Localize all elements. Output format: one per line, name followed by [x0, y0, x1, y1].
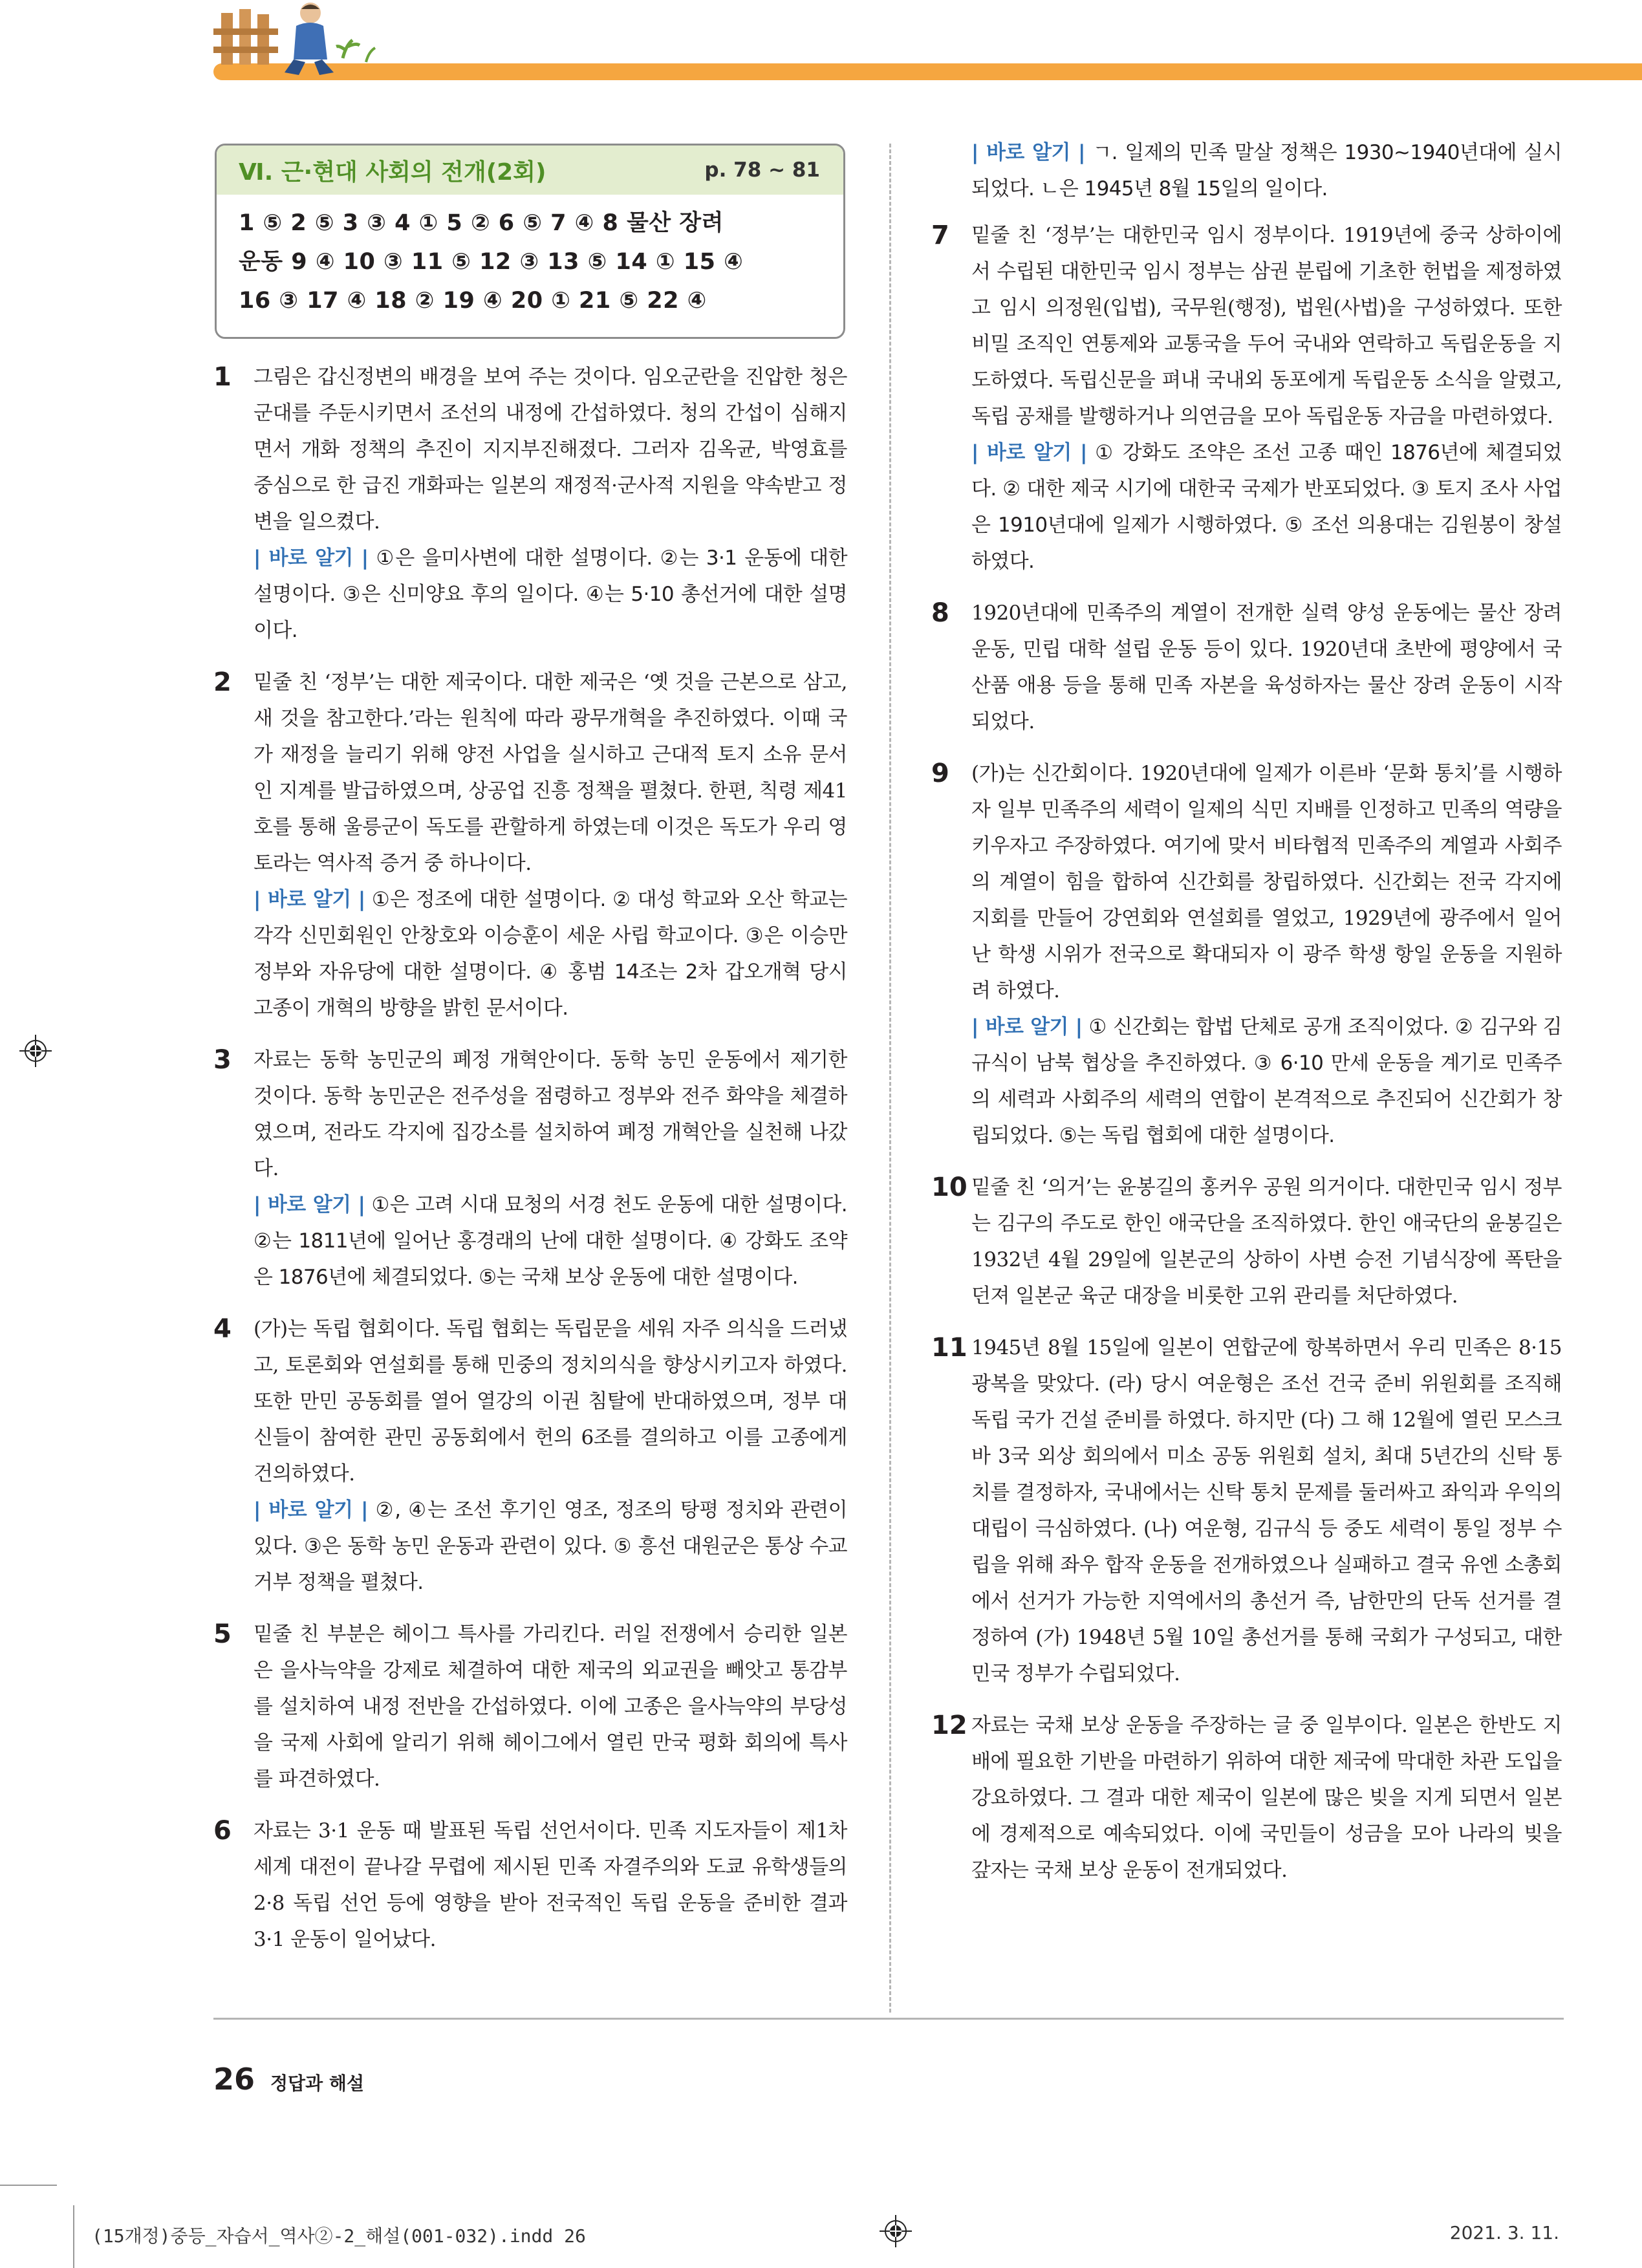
answer-list: [217, 195, 843, 320]
explanation-item: [931, 755, 1562, 1154]
correction-note: [971, 135, 1562, 207]
tip-text: ① 신간회는 합법 단체로 공개 조직이었다. ② 김구와 김규식이 남북 협상을 추진하였다. ③ 6·10 만세 운동을 계기로 민족주의 세력과 사회주의 세력의 연합이 본격적으로 추진되어 신간회가 창립되었다. ⑤는 독립 협회에 대한 설명이다.: [971, 1015, 1562, 1147]
item-number: 10: [931, 1172, 967, 1202]
explanation-item: [931, 1330, 1562, 1692]
item-number: 4: [213, 1314, 232, 1344]
tip-label: | 바로 알기 |: [254, 1193, 365, 1216]
answer-summary-box: [215, 144, 845, 339]
item-number: 1: [213, 362, 232, 392]
explanation-item: [213, 359, 847, 649]
item-body: 밑줄 친 ‘정부’는 대한 제국이다. 대한 제국은 ‘옛 것을 근본으로 삼고, 새 것을 참고한다.’라는 원칙에 따라 광무개혁을 추진하였다. 이때 국가 재정을 늘리기 위해 양전 사업을 실시하고 근대적 토지 소유 문서인 지계를 발급하였으며, 상공업 진흥 정책을 펼쳤다. 한편, 칙령 제41호를 통해 울릉군이 독도를 관할하게 하였는데 이것은 독도가 우리 영토라는 역사적 증거 중 하나이다.: [254, 671, 847, 875]
tip-text: ①은 을미사변에 대한 설명이다. ②는 3·1 운동에 대한 설명이다. ③은 신미양요 후의 일이다. ④는 5·10 총선거에 대한 설명이다.: [254, 546, 847, 642]
item-body: 자료는 국채 보상 운동을 주장하는 글 중 일부이다. 일본은 한반도 지배에 필요한 기반을 마련하기 위하여 대한 제국에 막대한 차관 도입을 강요하였다. 그 결과 대한 제국이 일본에 많은 빚을 지게 되면서 일본에 경제적으로 예속되었다. 이에 국민들이 성금을 모아 나라의 빚을 갚자는 국채 보상 운동이 전개되었다.: [971, 1714, 1562, 1882]
item-number: 5: [213, 1619, 232, 1649]
tip-text: ②, ④는 조선 후기인 영조, 정조의 탕평 정치와 관련이 있다. ③은 동학 농민 운동과 관련이 있다. ⑤ 흥선 대원군은 통상 수교 거부 정책을 펼쳤다.: [254, 1498, 847, 1594]
item-body: 밑줄 친 부분은 헤이그 특사를 가리킨다. 러일 전쟁에서 승리한 일본은 을사늑약을 강제로 체결하여 대한 제국의 외교권을 빼앗고 통감부를 설치하여 내정 전반을 간섭하였다. 이에 고종은 을사늑약의 부당성을 국제 사회에 알리기 위해 헤이그에서 열린 만국 평화 회의에 특사를 파견하였다.: [254, 1623, 847, 1791]
item-number: 8: [931, 598, 949, 628]
continued-correction-note: [931, 135, 1562, 207]
tip-text: ① 강화도 조약은 조선 고종 때인 1876년에 체결되었다. ② 대한 제국 시기에 대한국 국제가 반포되었다. ③ 토지 조사 사업은 1910년대에 일제가 시행하였다. ⑤ 조선 의용대는 김원봉이 창설하였다.: [971, 441, 1562, 573]
explanation-item: [213, 1813, 847, 1958]
tip-label: | 바로 알기 |: [254, 1498, 368, 1522]
item-number: 3: [213, 1045, 232, 1075]
page-number: 26: [213, 2062, 255, 2097]
item-number: 2: [213, 667, 232, 697]
right-column: [931, 135, 1562, 1904]
tip-label: | 바로 알기 |: [254, 888, 365, 911]
item-body: 그림은 갑신정변의 배경을 보여 주는 것이다. 임오군란을 진압한 청은 군대를 주둔시키면서 조선의 내정에 간섭하였다. 청의 간섭이 심해지면서 개화 정책의 추진이 지지부진해졌다. 그러자 김옥균, 박영효를 중심으로 한 급진 개화파는 일본의 재정적·군사적 지원을 약속받고 정변을 일으켰다.: [254, 365, 847, 534]
item-body: 밑줄 친 ‘의거’는 윤봉길의 홍커우 공원 의거이다. 대한민국 임시 정부는 김구의 주도로 한인 애국단을 조직하였다. 한인 애국단의 윤봉길은 1932년 4월 29일에 일본군의 상하이 사변 승전 기념식장에 폭탄을 던져 일본군 육군 대장을 비롯한 고위 관리를 처단하였다.: [971, 1176, 1562, 1308]
explanation-item: [931, 1169, 1562, 1314]
summary-title: Ⅵ. 근·현대 사회의 전개(2회): [239, 158, 546, 186]
tip-text: ①은 정조에 대한 설명이다. ② 대성 학교와 오산 학교는 각각 신민회원인 안창호와 이승훈이 세운 사립 학교이다. ③은 이승만 정부와 자유당에 대한 설명이다. ④ 홍범 14조는 2차 갑오개혁 당시 고종이 개혁의 방향을 밝힌 문서이다.: [254, 888, 848, 1020]
correction-note: [254, 881, 847, 1026]
explanation-item: [931, 217, 1562, 579]
item-body: 밑줄 친 ‘정부’는 대한민국 임시 정부이다. 1919년에 중국 상하이에서 수립된 대한민국 임시 정부는 삼권 분립에 기초한 헌법을 제정하였고 임시 의정원(입법), 국무원(행정), 법원(사법)을 구성하였다. 또한 비밀 조직인 연통제와 교통국을 두어 국내와 연락하고 독립운동을 지도하였다. 독립신문을 펴내 국내외 동포에게 독립운동 소식을 알렸고, 독립 공채를 발행하거나 의연금을 모아 독립운동 자금을 마련하였다.: [971, 224, 1562, 428]
crosshair-registration-icon: [880, 2215, 912, 2247]
item-body: 1945년 8월 15일에 일본이 연합군에 항복하면서 우리 민족은 8·15 광복을 맞았다. (라) 당시 여운형은 조선 건국 준비 위원회를 조직해 독립 국가 건설 준비를 하였다. 하지만 (다) 그 해 12월에 열린 모스크바 3국 외상 회의에서 미소 공동 위원회 설치, 최대 5년간의 신탁 통치를 결정하자, 국내에서는 신탁 통치 문제를 둘러싸고 좌익과 우익의 대립이 극심하였다. (나) 여운형, 김규식 등 중도 세력이 통일 정부 수립을 위해 좌우 합작 운동을 전개하였으나 실패하고 결국 유엔 소총회에서 선거가 가능한 지역에서의 총선거 즉, 남한만의 단독 선거를 결정하여 (가) 1948년 5월 10일 총선거를 통해 국회가 구성되고, 대한민국 정부가 수립되었다.: [971, 1336, 1562, 1685]
tip-text: ㄱ. 일제의 민족 말살 정책은 1930~1940년대에 실시되었다. ㄴ은 1945년 8월 15일의 일이다.: [971, 141, 1562, 200]
footer-rule: [213, 2018, 1564, 2020]
column-divider: [889, 144, 891, 2013]
header-accent-bar: [213, 63, 1642, 80]
explanation-item: [931, 595, 1562, 740]
crosshair-registration-icon: [19, 1035, 52, 1067]
correction-note: [254, 1492, 847, 1601]
item-body: 자료는 동학 농민군의 폐정 개혁안이다. 동학 농민 운동에서 제기한 것이다. 동학 농민군은 전주성을 점령하고 정부와 전주 화약을 체결하였으며, 전라도 각지에 집강소를 설치하여 폐정 개혁안을 실천해 나갔다.: [254, 1048, 847, 1180]
explanation-item: [213, 1311, 847, 1601]
print-date: 2021. 3. 11.: [1449, 2222, 1559, 2243]
print-file-info: (15개정)중등_자습서_역사②-2_해설(001-032).indd 26: [92, 2225, 586, 2247]
correction-note: [254, 540, 847, 649]
gardener-fence-illustration: [213, 0, 388, 84]
correction-note: [971, 435, 1562, 579]
answer-row: 운동 9 ④ 10 ③ 11 ⑤ 12 ③ 13 ⑤ 14 ① 15 ④: [239, 249, 744, 275]
item-number: 11: [931, 1333, 967, 1363]
tip-label: | 바로 알기 |: [971, 141, 1085, 164]
item-number: 9: [931, 759, 949, 788]
item-body: (가)는 신간회이다. 1920년대에 일제가 이른바 ‘문화 통치’를 시행하자 일부 민족주의 세력이 일제의 식민 지배를 인정하고 민족의 역량을 키우자고 주장하였다. 여기에 맞서 비타협적 민족주의 계열과 사회주의 계열이 힘을 합하여 신간회를 창립하였다. 신간회는 전국 각지에 지회를 만들어 강연회와 연설회를 열었고, 1929년에 광주에서 일어난 학생 시위가 전국으로 확대되자 이 광주 학생 항일 운동을 지원하려 하였다.: [971, 762, 1562, 1002]
item-body: (가)는 독립 협회이다. 독립 협회는 독립문을 세워 자주 의식을 드러냈고, 토론회와 연설회를 통해 민중의 정치의식을 향상시키고자 하였다. 또한 만민 공동회를 열어 열강의 이권 침탈에 반대하였으며, 정부 대신들이 참여한 관민 공동회에서 헌의 6조를 결의하고 이를 고종에게 건의하였다.: [254, 1317, 847, 1485]
explanation-item: [931, 1707, 1562, 1888]
item-number: 7: [931, 221, 949, 250]
summary-page-range: p. 78 ~ 81: [704, 158, 820, 182]
trim-mark: [73, 2205, 74, 2268]
item-body: 자료는 3·1 운동 때 발표된 독립 선언서이다. 민족 지도자들이 제1차 세계 대전이 끝나갈 무렵에 제시된 민족 자결주의와 도쿄 유학생들의 2·8 독립 선언 등에 영향을 받아 전국적인 독립 운동을 준비한 결과 3·1 운동이 일어났다.: [254, 1819, 847, 1951]
summary-header: [217, 146, 843, 195]
tip-label: | 바로 알기 |: [971, 1015, 1083, 1039]
correction-note: [254, 1187, 847, 1295]
item-number: 6: [213, 1816, 232, 1846]
tip-label: | 바로 알기 |: [254, 546, 369, 570]
explanation-item: [213, 1042, 847, 1295]
tip-text: ①은 고려 시대 묘청의 서경 천도 운동에 대한 설명이다. ②는 1811년에 일어난 홍경래의 난에 대한 설명이다. ④ 강화도 조약은 1876년에 체결되었다. ⑤는 국채 보상 운동에 대한 설명이다.: [254, 1193, 847, 1289]
item-number: 12: [931, 1711, 967, 1740]
explanation-item: [213, 664, 847, 1026]
page-label: 정답과 해설: [270, 2073, 364, 2094]
tip-label: | 바로 알기 |: [971, 441, 1087, 464]
item-body: 1920년대에 민족주의 계열이 전개한 실력 양성 운동에는 물산 장려 운동, 민립 대학 설립 운동 등이 있다. 1920년대 초반에 평양에서 국산품 애용 등을 통해 민족 자본을 육성하자는 물산 장려 운동이 시작되었다.: [971, 601, 1562, 733]
trim-mark: [0, 2185, 57, 2186]
answer-row: 1 ⑤ 2 ⑤ 3 ③ 4 ① 5 ② 6 ⑤ 7 ④ 8 물산 장려: [239, 210, 724, 236]
left-column: [213, 359, 847, 1973]
answer-row: 16 ③ 17 ④ 18 ② 19 ④ 20 ① 21 ⑤ 22 ④: [239, 288, 707, 314]
correction-note: [971, 1009, 1562, 1154]
explanation-item: [213, 1616, 847, 1797]
